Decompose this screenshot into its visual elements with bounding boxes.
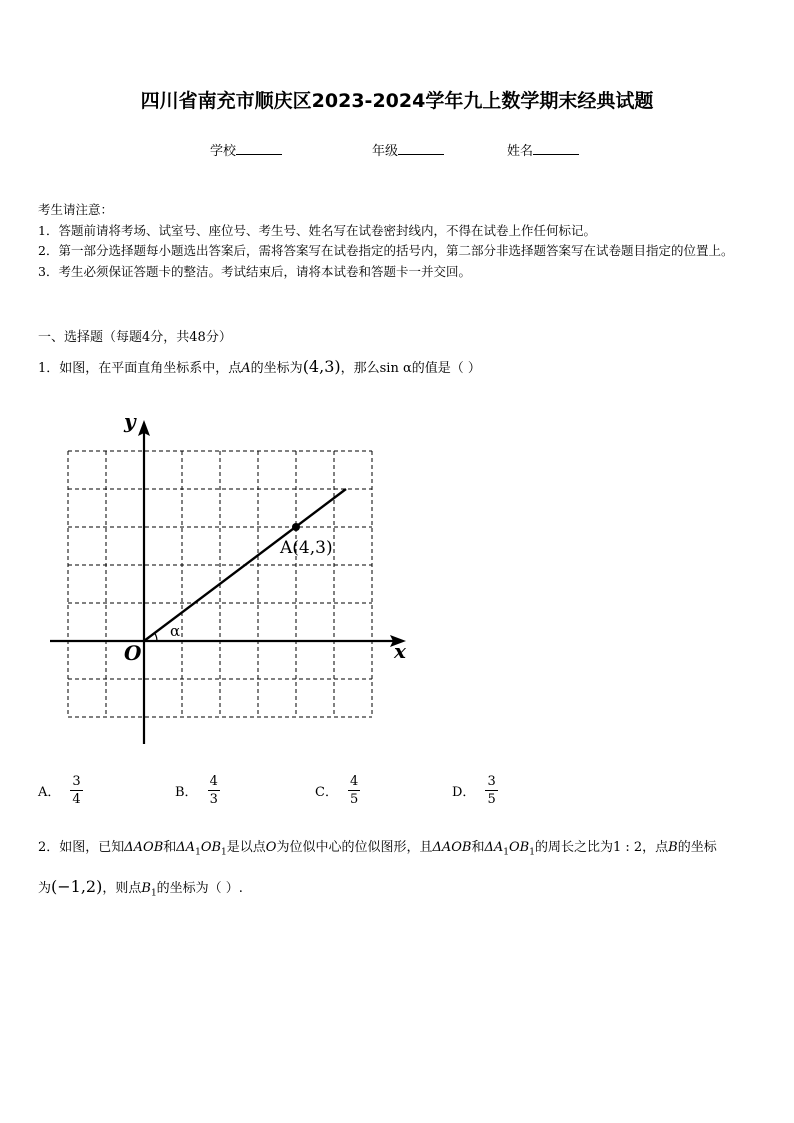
q2-text: ，则点 (102, 881, 142, 896)
option-fraction (485, 773, 497, 808)
q2-math: OB (200, 840, 222, 855)
q2-sub: 1 (503, 847, 509, 858)
q2-sub: 1 (150, 888, 157, 899)
q1-text: 的值是（ ） (411, 361, 481, 376)
q2-text: 的坐标 (677, 840, 717, 855)
q2-math: OB (509, 840, 530, 855)
q2-math: ΔA (176, 840, 196, 855)
q2-math: ΔAOB (432, 840, 472, 855)
q2-coord: (−1,2) (51, 877, 103, 896)
numerator: 4 (349, 774, 359, 789)
option-c[interactable] (315, 773, 360, 808)
denominator: 3 (209, 792, 218, 807)
y-axis-label: y (124, 409, 136, 433)
denominator: 5 (349, 792, 359, 807)
grade-label: 年级 (372, 144, 399, 159)
grade-blank[interactable] (398, 142, 444, 155)
option-b[interactable] (175, 773, 220, 808)
q2-text: 的周长之比为 (534, 840, 613, 855)
name-field (507, 140, 579, 159)
origin-label: O (124, 641, 142, 665)
q2-text: 为 (38, 881, 52, 896)
notice-block (38, 200, 763, 282)
x-axis-label: x (394, 639, 406, 663)
option-a[interactable] (38, 773, 83, 808)
option-letter: C． (315, 785, 338, 800)
q2-text: 和 (471, 840, 485, 855)
numerator: 3 (72, 774, 81, 789)
point-a-label: A(4,3) (280, 538, 333, 558)
q2-sub: 1 (195, 847, 201, 858)
q2-sub: 1 (221, 847, 227, 858)
q2-ratio: 1 : 2 (612, 840, 643, 855)
name-blank[interactable] (533, 142, 579, 155)
option-letter: B． (175, 785, 198, 800)
school-field (210, 140, 282, 159)
q2-text: 2．如图，已知 (38, 840, 125, 855)
name-label: 姓名 (507, 144, 534, 159)
q1-text: 1．如图，在平面直角坐标系中，点 (38, 361, 242, 376)
angle-arc (155, 633, 158, 641)
notice-heading: 考生请注意： (38, 202, 114, 217)
q1-coord: (4,3) (302, 357, 341, 376)
notice-item: 1．答题前请将考场、试室号、座位号、考生号、姓名写在试卷密封线内，不得在试卷上作任何标记。 (38, 222, 596, 238)
option-letter: D． (452, 785, 476, 800)
school-label: 学校 (210, 144, 237, 159)
question-2-line-2 (38, 877, 243, 899)
q2-math: B (668, 840, 678, 855)
q1-text: 的坐标为 (250, 361, 303, 376)
denominator: 4 (72, 792, 81, 807)
option-d[interactable] (452, 773, 498, 808)
grade-field (372, 140, 444, 159)
q2-math: O (265, 840, 277, 855)
numerator: 3 (487, 774, 496, 789)
notice-item: 3．考生必须保证答题卡的整洁。考试结束后，请将本试卷和答题卡一并交回。 (38, 263, 471, 279)
q1-point: A (241, 361, 251, 376)
school-blank[interactable] (236, 142, 282, 155)
question-2 (38, 836, 768, 858)
q2-math: B (141, 881, 151, 896)
q2-text: ，点 (642, 840, 669, 855)
q2-text: 是以点 (226, 840, 266, 855)
option-fraction (208, 773, 220, 808)
q2-text: 的坐标为（ ）. (156, 881, 243, 896)
point-a (292, 523, 300, 531)
section-heading: 一、选择题（每题4分，共48分） (38, 330, 232, 345)
q2-text: 和 (163, 840, 177, 855)
q1-expr: sin α (379, 361, 412, 376)
question-1 (38, 357, 481, 376)
page-title: 四川省南充市顺庆区2023-2024学年九上数学期末经典试题 (140, 90, 654, 112)
notice-item: 2．第一部分选择题每小题选出答案后，需将答案写在试卷指定的括号内，第二部分非选择题答案写在试卷题目指定的位置上。 (38, 243, 734, 258)
q2-text: 为位似中心的位似图形，且 (276, 840, 433, 855)
numerator: 4 (209, 774, 218, 789)
angle-label: α (170, 622, 181, 640)
option-letter: A． (38, 785, 61, 800)
option-fraction (348, 773, 360, 808)
q2-math: ΔA (484, 840, 504, 855)
q2-sub: 1 (529, 847, 535, 858)
option-fraction (70, 773, 82, 808)
q1-text: ，那么 (340, 361, 380, 376)
denominator: 5 (487, 792, 496, 807)
q2-math: ΔAOB (124, 840, 164, 855)
coordinate-figure (40, 408, 420, 748)
